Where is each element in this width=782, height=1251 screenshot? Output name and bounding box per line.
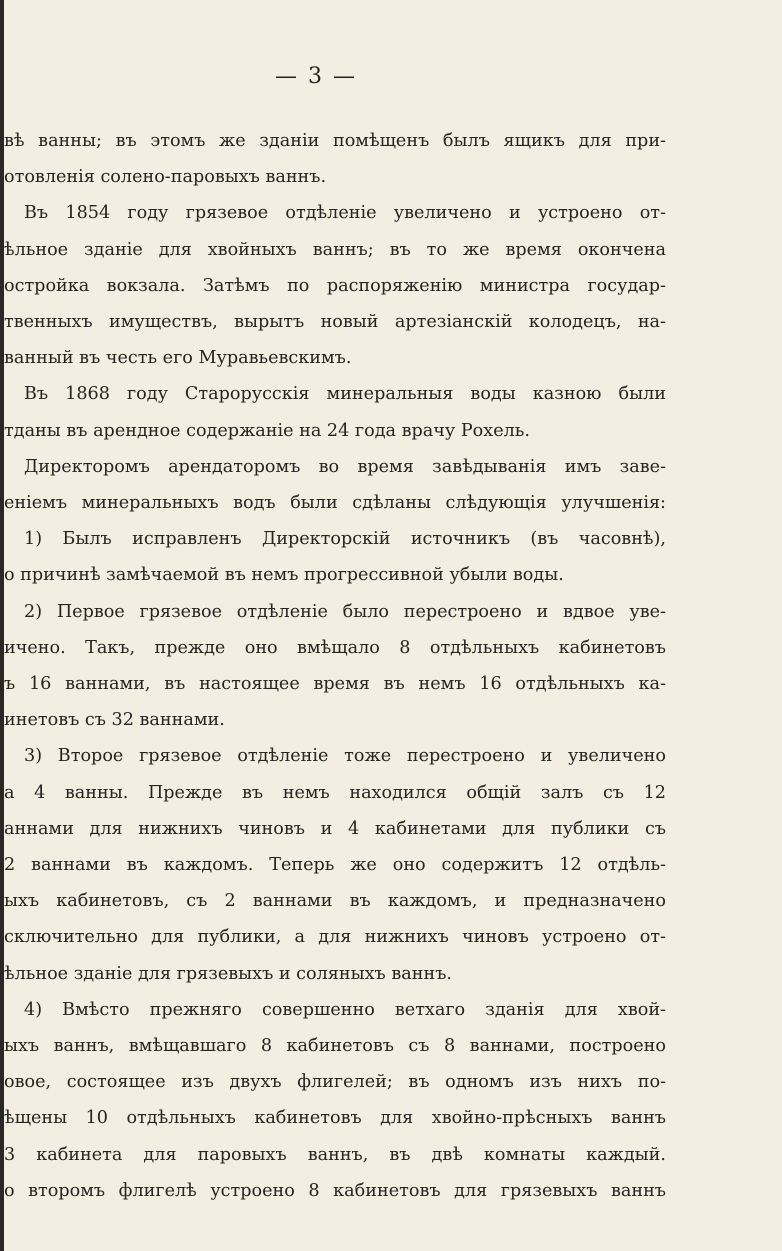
text-line: вѣ ванны; въ этомъ же зданіи помѣщенъ былъ ящикъ для при- xyxy=(4,131,666,151)
text-line: Въ 1854 году грязевое отдѣленіе увеличено и устроено от- xyxy=(24,203,666,224)
text-line: инетовъ съ 32 ваннами. xyxy=(4,710,225,731)
text-line: тданы въ арендное содержаніе на 24 года врачу Рохель. xyxy=(4,420,530,441)
page-body-text xyxy=(4,123,666,1209)
text-line: 2) Первое грязевое отдѣленіе было перестроено и вдвое уве- xyxy=(24,601,666,622)
text-line: а 4 ванны. Прежде въ немъ находился общій залъ съ 12 xyxy=(4,782,666,803)
text-line: ъ 16 ваннами, въ настоящее время въ немъ 16 отдѣльныхъ ка- xyxy=(4,674,666,695)
text-line: овое, состоящее изъ двухъ флигелей; въ одномъ изъ нихъ по- xyxy=(4,1072,666,1093)
text-line: ыхъ ваннъ, вмѣщавшаго 8 кабинетовъ съ 8 ваннами, построено xyxy=(4,1036,666,1057)
text-line: 3) Второе грязевое отдѣленіе тоже перестроено и увеличено xyxy=(24,746,666,767)
text-line: о причинѣ замѣчаемой въ немъ прогрессивной убыли воды. xyxy=(4,565,564,586)
text-line: Директоромъ арендаторомъ во время завѣдыванія имъ заве- xyxy=(24,456,666,477)
text-line: ичено. Такъ, прежде оно вмѣщало 8 отдѣльныхъ кабинетовъ xyxy=(4,637,666,658)
text-line: 4) Вмѣсто прежняго совершенно ветхаго зданія для хвой- xyxy=(24,999,666,1020)
text-line: Въ 1868 году Старорусскія минеральныя воды казною были xyxy=(24,384,666,405)
text-line: ванный въ честь его Муравьевскимъ. xyxy=(4,348,352,369)
text-line: 3 кабинета для паровыхъ ваннъ, въ двѣ комнаты каждый. xyxy=(4,1144,666,1165)
text-line: ѣщены 10 отдѣльныхъ кабинетовъ для хвойно-прѣсныхъ ваннъ xyxy=(4,1108,666,1129)
text-line: твенныхъ имуществъ, вырытъ новый артезіанскій колодецъ, на- xyxy=(4,312,666,333)
page-number: — 3 — xyxy=(275,64,357,89)
text-line: 1) Былъ исправленъ Директорскій источникъ (въ часовнѣ), xyxy=(24,529,666,550)
text-line: о второмъ флигелѣ устроено 8 кабинетовъ для грязевыхъ ваннъ xyxy=(4,1180,666,1201)
text-line: отовленія солено-паровыхъ ваннъ. xyxy=(4,167,327,188)
text-line: остройка вокзала. Затѣмъ по распоряженію министра государ- xyxy=(4,275,666,296)
text-line: еніемъ минеральныхъ водъ были сдѣланы слѣдующія улучшенія: xyxy=(4,493,666,514)
text-line: ыхъ кабинетовъ, съ 2 ваннами въ каждомъ, и предназначено xyxy=(4,891,666,912)
text-line: 2 ваннами въ каждомъ. Теперь же оно содержитъ 12 отдѣль- xyxy=(4,855,666,876)
text-line: сключительно для публики, а для нижнихъ чиновъ устроено от- xyxy=(4,927,666,948)
text-line: ѣльное зданіе для грязевыхъ и соляныхъ ваннъ. xyxy=(4,963,452,984)
text-line: аннами для нижнихъ чиновъ и 4 кабинетами для публики съ xyxy=(4,818,666,839)
text-line: ѣльное зданіе для хвойныхъ ваннъ; въ то же время окончена xyxy=(4,239,666,260)
